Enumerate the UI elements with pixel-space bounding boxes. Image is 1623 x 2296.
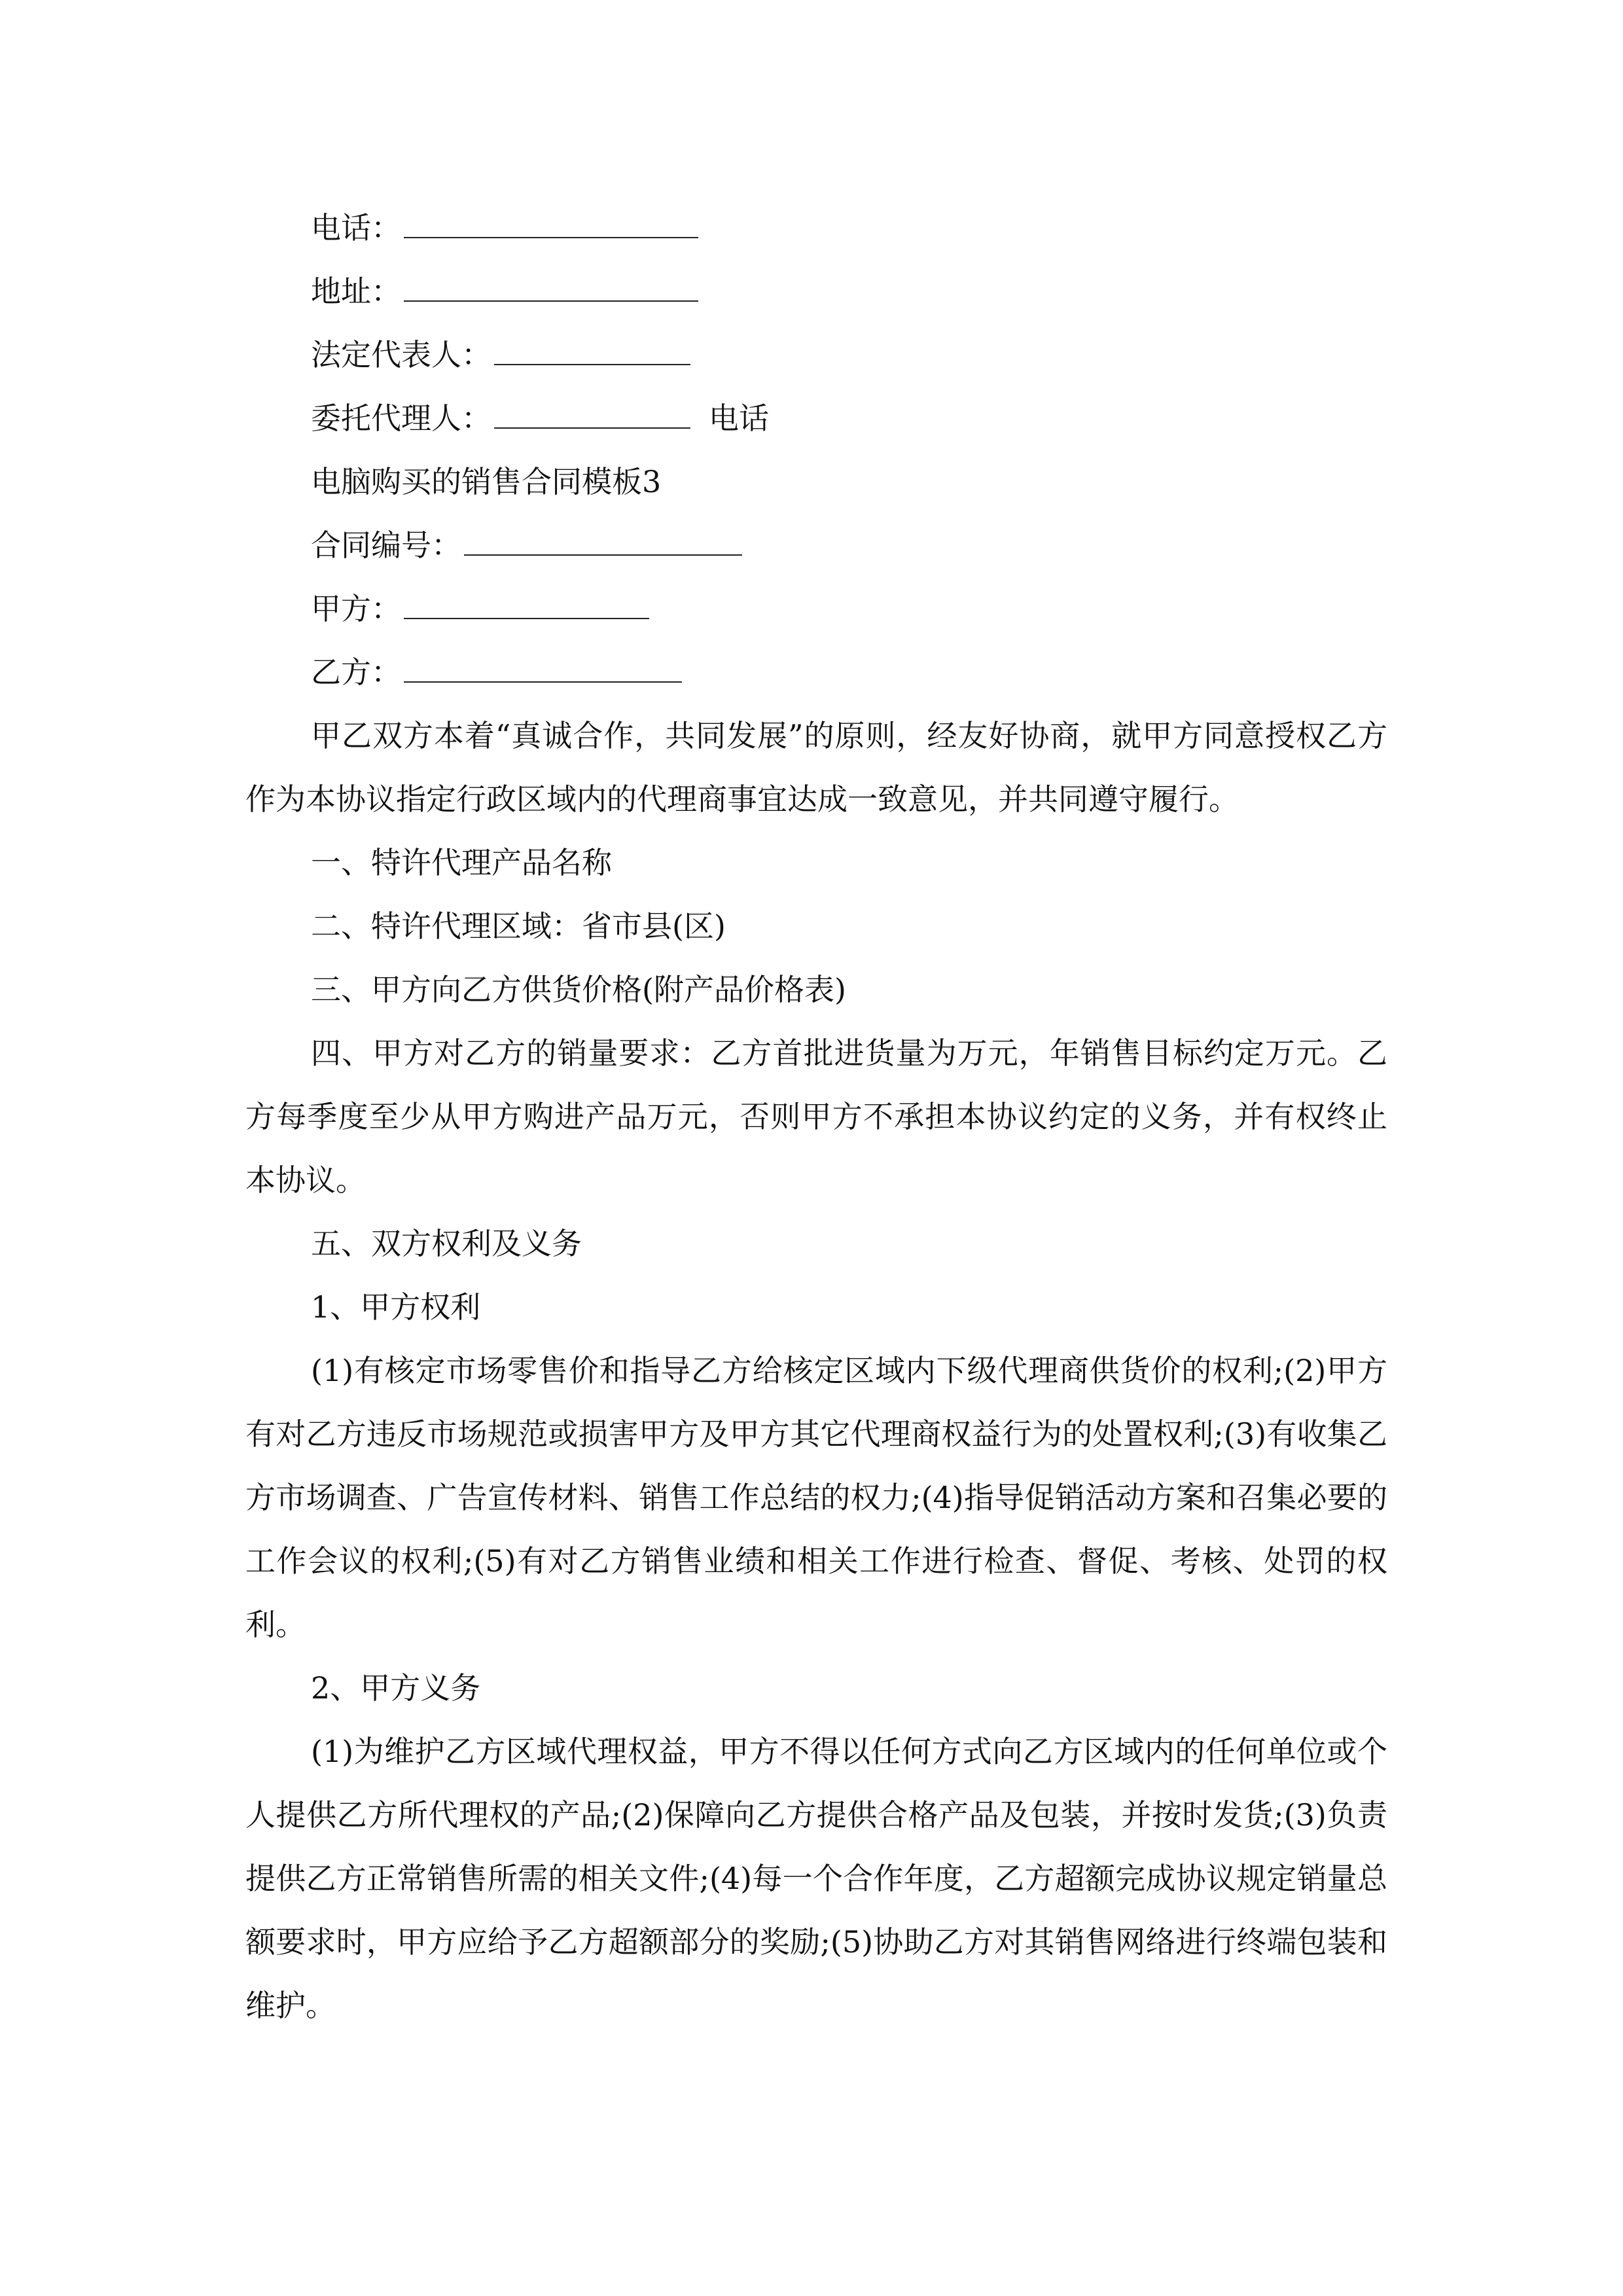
party-b-blank — [404, 647, 682, 683]
section-1-heading: 一、特许代理产品名称 — [311, 845, 612, 880]
legal-rep-field-row — [245, 323, 1387, 387]
address-label: 地址： — [311, 274, 401, 309]
template-title: 电脑购买的销售合同模板3 — [311, 464, 662, 499]
legal-rep-label: 法定代表人： — [311, 337, 491, 372]
section-2-heading: 二、特许代理区域：省市县(区) — [311, 908, 726, 944]
address-blank — [404, 266, 698, 302]
agent-label: 委托代理人： — [311, 401, 491, 436]
subsection-1-paragraph: (1)有核定市场零售价和指导乙方给核定区域内下级代理商供货价的权利;(2)甲方有对乙方违反市场规范或损害甲方及甲方其它代理商权益行为的处置权利;(3)有收集乙方市场调查、广告宣传材料、销售工作总结的权力;(4)指导促销活动方案和召集必要的工作会议的权利;(5)有对乙方销售业绩和相关工作进行检查、督促、考核、处罚的权利。 — [245, 1353, 1387, 1642]
document-body — [245, 196, 1387, 2037]
section-5-heading: 五、双方权利及义务 — [311, 1226, 582, 1261]
section-3-heading: 三、甲方向乙方供货价格(附产品价格表) — [311, 972, 846, 1007]
contract-number-row — [245, 514, 1387, 577]
intro-paragraph: 甲乙双方本着“真诚合作，共同发展”的原则，经友好协商，就甲方同意授权乙方作为本协议指定行政区域内的代理商事宜达成一致意见，并共同遵守履行。 — [245, 718, 1387, 817]
agent-phone-label: 电话 — [709, 401, 769, 436]
party-a-row — [245, 577, 1387, 641]
subsection-2-paragraph: (1)为维护乙方区域代理权益，甲方不得以任何方式向乙方区域内的任何单位或个人提供乙方所代理权的产品;(2)保障向乙方提供合格产品及包装，并按时发货;(3)负责提供乙方正常销售所需的相关文件;(4)每一个合作年度，乙方超额完成协议规定销量总额要求时，甲方应给予乙方超额部分的奖励;(5)协助乙方对其销售网络进行终端包装和维护。 — [245, 1734, 1387, 2023]
party-b-label: 乙方： — [311, 655, 401, 690]
party-a-blank — [404, 584, 649, 619]
phone-label: 电话： — [311, 210, 401, 245]
contract-number-blank — [464, 520, 742, 556]
party-a-label: 甲方： — [311, 591, 401, 626]
legal-rep-blank — [494, 330, 690, 365]
subsection-1-heading: 1、甲方权利 — [311, 1289, 481, 1325]
contract-number-label: 合同编号： — [311, 528, 461, 563]
section-4-paragraph: 四、甲方对乙方的销量要求：乙方首批进货量为万元，年销售目标约定万元。乙方每季度至少从甲方购进产品万元，否则甲方不承担本协议约定的义务，并有权终止本协议。 — [245, 1035, 1387, 1198]
agent-blank — [494, 393, 690, 429]
subsection-2-heading: 2、甲方义务 — [311, 1670, 481, 1706]
phone-blank — [404, 203, 698, 238]
party-b-row — [245, 641, 1387, 704]
address-field-row — [245, 260, 1387, 323]
phone-field-row — [245, 196, 1387, 260]
agent-field-row — [245, 387, 1387, 450]
